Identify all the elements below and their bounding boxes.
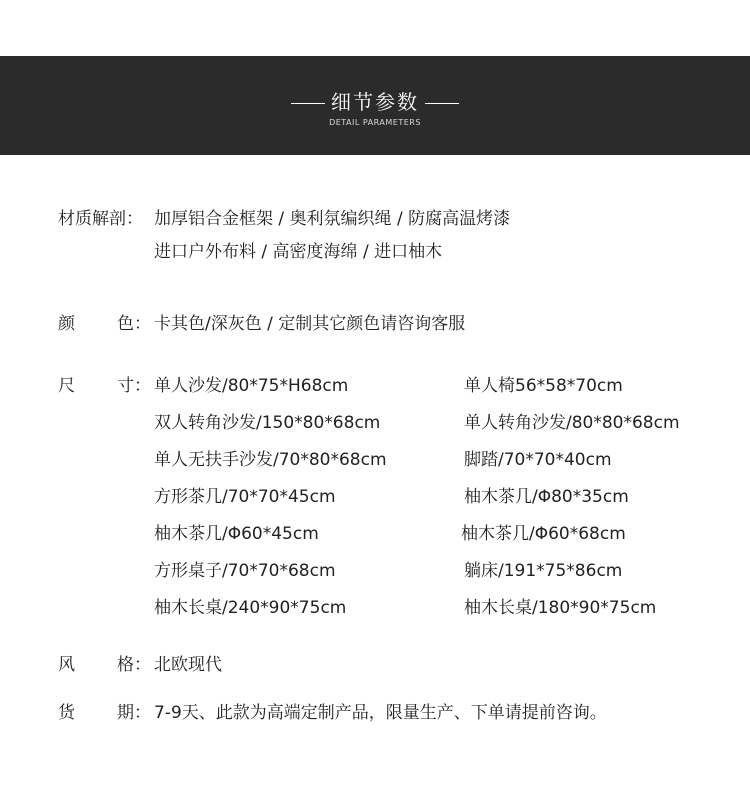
material-line-2: 进口户外布料 / 高密度海绵 / 进口柚木 — [154, 242, 443, 262]
material-label: 材质解剖： — [58, 209, 143, 229]
size-left-item: 单人沙发/80*75*H68cm — [154, 376, 349, 396]
size-left-item: 柚木茶几/Φ60*45cm — [154, 524, 319, 544]
material-line-1: 加厚铝合金框架 / 奥利氛编织绳 / 防腐高温烤漆 — [154, 209, 511, 229]
delivery-value: 7-9天、此款为高端定制产品，限量生产、下单请提前咨询。 — [154, 703, 607, 723]
delivery-label-b: 期： — [117, 703, 151, 723]
size-left-item: 单人无扶手沙发/70*80*68cm — [154, 450, 387, 470]
header-title-text: 细节参数 — [331, 90, 419, 114]
size-left-item: 柚木长桌/240*90*75cm — [154, 598, 347, 618]
size-right-item: 柚木长桌/180*90*75cm — [464, 598, 657, 618]
style-label-a: 风 — [58, 655, 75, 675]
size-label-a: 尺 — [58, 376, 75, 396]
size-right-item: 躺床/191*75*86cm — [464, 561, 623, 581]
title-dash-left — [291, 103, 325, 104]
header-subtitle: DETAIL PARAMETERS — [329, 118, 421, 127]
size-right-item: 单人椅56*58*70cm — [464, 376, 623, 396]
size-left-item: 方形茶几/70*70*45cm — [154, 487, 336, 507]
color-label-b: 色： — [117, 314, 151, 334]
style-label-b: 格： — [117, 655, 151, 675]
color-label-a: 颜 — [58, 314, 75, 334]
size-right-item: 脚踏/70*70*40cm — [464, 450, 612, 470]
size-left-item: 方形桌子/70*70*68cm — [154, 561, 336, 581]
size-right-item: 柚木茶几/Φ60*68cm — [461, 524, 626, 544]
delivery-label-a: 货 — [58, 703, 75, 723]
color-value: 卡其色/深灰色 / 定制其它颜色请咨询客服 — [154, 314, 466, 334]
header-title — [0, 86, 750, 115]
size-label-b: 寸： — [117, 376, 151, 396]
title-dash-right — [425, 103, 459, 104]
size-right-item: 柚木茶几/Φ80*35cm — [464, 487, 629, 507]
size-left-item: 双人转角沙发/150*80*68cm — [154, 413, 381, 433]
header-banner — [0, 56, 750, 155]
style-value: 北欧现代 — [154, 655, 222, 675]
size-right-item: 单人转角沙发/80*80*68cm — [464, 413, 680, 433]
